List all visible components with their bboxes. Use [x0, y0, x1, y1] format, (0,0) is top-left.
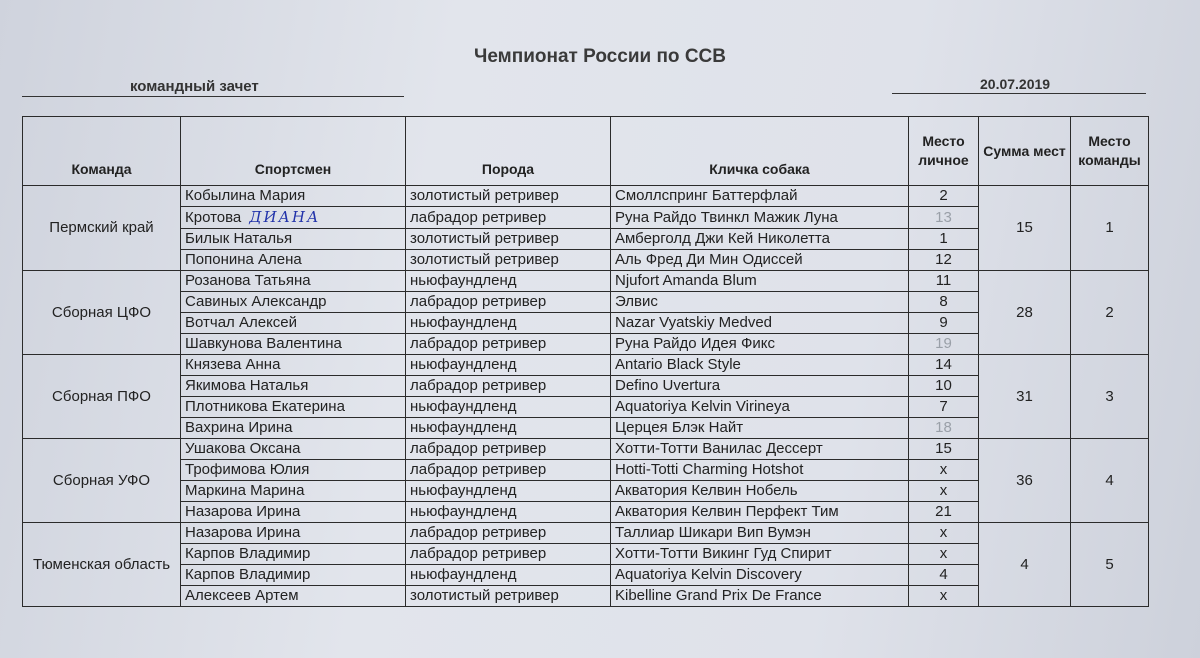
personal-place-cell: 8 — [909, 292, 979, 313]
dog-name-cell: Таллиар Шикари Вип Вумэн — [611, 523, 909, 544]
subtitle-underline — [22, 96, 404, 97]
athlete-cell — [181, 439, 406, 460]
dog-name-cell: Kibelline Grand Prix De France — [611, 586, 909, 607]
table-row — [23, 523, 1149, 544]
breed-cell: лабрадор ретривер — [406, 292, 611, 313]
personal-place-cell: 11 — [909, 271, 979, 292]
athlete-cell — [181, 376, 406, 397]
column-header-sum: Сумма мест — [979, 117, 1071, 186]
column-header-personal-place: Место личное — [909, 117, 979, 186]
dog-name-cell: Aquatoriya Kelvin Virineya — [611, 397, 909, 418]
athlete-name: Вотчал Алексей — [185, 314, 298, 331]
personal-place-cell: x — [909, 481, 979, 502]
table-body — [23, 186, 1149, 607]
breed-cell: лабрадор ретривер — [406, 439, 611, 460]
personal-place-cell: 15 — [909, 439, 979, 460]
breed-cell: лабрадор ретривер — [406, 460, 611, 481]
dog-name-cell: Njufort Amanda Blum — [611, 271, 909, 292]
team-place-cell: 4 — [1071, 439, 1149, 523]
athlete-name: Алексеев Артем — [185, 587, 299, 604]
breed-cell: ньюфаундленд — [406, 481, 611, 502]
document-title: Чемпионат России по ССВ — [474, 46, 726, 67]
team-place-cell: 2 — [1071, 271, 1149, 355]
athlete-cell — [181, 397, 406, 418]
breed-cell: ньюфаундленд — [406, 397, 611, 418]
document-date: 20.07.2019 — [980, 76, 1051, 92]
dog-name-cell: Nazar Vyatskiy Medved — [611, 313, 909, 334]
team-place-cell: 5 — [1071, 523, 1149, 607]
athlete-cell — [181, 334, 406, 355]
personal-place-cell: 14 — [909, 355, 979, 376]
athlete-cell — [181, 207, 406, 229]
table-row — [23, 439, 1149, 460]
dog-name-cell: Акватория Келвин Перфект Тим — [611, 502, 909, 523]
athlete-name: Карпов Владимир — [185, 566, 311, 583]
column-header-team: Команда — [23, 117, 181, 186]
athlete-name: Трофимова Юлия — [185, 461, 310, 478]
dog-name-cell: Амберголд Джи Кей Николетта — [611, 229, 909, 250]
dog-name-cell: Смоллспринг Баттерфлай — [611, 186, 909, 207]
team-place-cell: 1 — [1071, 186, 1149, 271]
breed-cell: ньюфаундленд — [406, 565, 611, 586]
athlete-cell — [181, 481, 406, 502]
athlete-cell — [181, 565, 406, 586]
athlete-cell — [181, 502, 406, 523]
dog-name-cell: Хотти-Тотти Викинг Гуд Спирит — [611, 544, 909, 565]
dog-name-cell: Элвис — [611, 292, 909, 313]
table-row — [23, 186, 1149, 207]
athlete-name: Кротова — [185, 209, 242, 226]
athlete-name: Назарова Ирина — [185, 503, 301, 520]
athlete-name: Розанова Татьяна — [185, 272, 311, 289]
athlete-cell — [181, 460, 406, 481]
personal-place-cell: 18 — [909, 418, 979, 439]
table-row — [23, 355, 1149, 376]
athlete-cell — [181, 523, 406, 544]
handwritten-note: ДИАНА — [249, 208, 321, 226]
column-header-team-place: Место команды — [1071, 117, 1149, 186]
breed-cell: ньюфаундленд — [406, 355, 611, 376]
athlete-name: Савиных Александр — [185, 293, 327, 310]
breed-cell: лабрадор ретривер — [406, 334, 611, 355]
breed-cell: золотистый ретривер — [406, 250, 611, 271]
athlete-cell — [181, 271, 406, 292]
team-name-cell: Сборная ЦФО — [23, 271, 181, 355]
sum-places-cell: 36 — [979, 439, 1071, 523]
athlete-name: Ушакова Оксана — [185, 440, 301, 457]
personal-place-cell: x — [909, 460, 979, 481]
personal-place-cell: 10 — [909, 376, 979, 397]
personal-place-cell: 12 — [909, 250, 979, 271]
breed-cell: ньюфаундленд — [406, 271, 611, 292]
athlete-name: Вахрина Ирина — [185, 419, 293, 436]
athlete-name: Билык Наталья — [185, 230, 293, 247]
team-place-cell: 3 — [1071, 355, 1149, 439]
personal-place-cell: 13 — [909, 207, 979, 229]
athlete-name: Кобылина Мария — [185, 187, 306, 204]
breed-cell: золотистый ретривер — [406, 586, 611, 607]
dog-name-cell: Руна Райдо Твинкл Мажик Луна — [611, 207, 909, 229]
sum-places-cell: 4 — [979, 523, 1071, 607]
table-row — [23, 271, 1149, 292]
athlete-cell — [181, 292, 406, 313]
breed-cell: лабрадор ретривер — [406, 523, 611, 544]
breed-cell: золотистый ретривер — [406, 186, 611, 207]
personal-place-cell: 9 — [909, 313, 979, 334]
sum-places-cell: 15 — [979, 186, 1071, 271]
athlete-name: Назарова Ирина — [185, 524, 301, 541]
results-table — [22, 116, 1149, 607]
dog-name-cell: Defino Uvertura — [611, 376, 909, 397]
team-name-cell: Сборная УФО — [23, 439, 181, 523]
breed-cell: ньюфаундленд — [406, 418, 611, 439]
column-header-dog: Кличка собака — [611, 117, 909, 186]
team-name-cell: Тюменская область — [23, 523, 181, 607]
dog-name-cell: Hotti-Totti Charming Hotshot — [611, 460, 909, 481]
athlete-name: Маркина Марина — [185, 482, 305, 499]
dog-name-cell: Antario Black Style — [611, 355, 909, 376]
sum-places-cell: 28 — [979, 271, 1071, 355]
personal-place-cell: x — [909, 544, 979, 565]
breed-cell: золотистый ретривер — [406, 229, 611, 250]
personal-place-cell: 1 — [909, 229, 979, 250]
dog-name-cell: Хотти-Тотти Ванилас Дессерт — [611, 439, 909, 460]
personal-place-cell: 7 — [909, 397, 979, 418]
document-subtitle: командный зачет — [130, 78, 259, 95]
athlete-name: Князева Анна — [185, 356, 281, 373]
breed-cell: ньюфаундленд — [406, 502, 611, 523]
column-header-athlete: Спортсмен — [181, 117, 406, 186]
athlete-name: Якимова Наталья — [185, 377, 309, 394]
dog-name-cell: Аль Фред Ди Мин Одиссей — [611, 250, 909, 271]
athlete-name: Шавкунова Валентина — [185, 335, 342, 352]
personal-place-cell: 4 — [909, 565, 979, 586]
column-header-breed: Порода — [406, 117, 611, 186]
athlete-name: Карпов Владимир — [185, 545, 311, 562]
athlete-cell — [181, 313, 406, 334]
team-name-cell: Пермский край — [23, 186, 181, 271]
breed-cell: лабрадор ретривер — [406, 544, 611, 565]
table-header-row — [23, 117, 1149, 186]
personal-place-cell: x — [909, 586, 979, 607]
breed-cell: ньюфаундленд — [406, 313, 611, 334]
personal-place-cell: 19 — [909, 334, 979, 355]
breed-cell: лабрадор ретривер — [406, 376, 611, 397]
athlete-cell — [181, 355, 406, 376]
athlete-name: Попонина Алена — [185, 251, 302, 268]
athlete-cell — [181, 229, 406, 250]
dog-name-cell: Руна Райдо Идея Фикс — [611, 334, 909, 355]
date-underline — [892, 93, 1146, 94]
personal-place-cell: 2 — [909, 186, 979, 207]
personal-place-cell: 21 — [909, 502, 979, 523]
breed-cell: лабрадор ретривер — [406, 207, 611, 229]
dog-name-cell: Акватория Келвин Нобель — [611, 481, 909, 502]
sum-places-cell: 31 — [979, 355, 1071, 439]
athlete-cell — [181, 418, 406, 439]
personal-place-cell: x — [909, 523, 979, 544]
dog-name-cell: Aquatoriya Kelvin Discovery — [611, 565, 909, 586]
dog-name-cell: Церцея Блэк Найт — [611, 418, 909, 439]
athlete-cell — [181, 186, 406, 207]
team-name-cell: Сборная ПФО — [23, 355, 181, 439]
athlete-cell — [181, 544, 406, 565]
athlete-name: Плотникова Екатерина — [185, 398, 345, 415]
athlete-cell — [181, 250, 406, 271]
athlete-cell — [181, 586, 406, 607]
